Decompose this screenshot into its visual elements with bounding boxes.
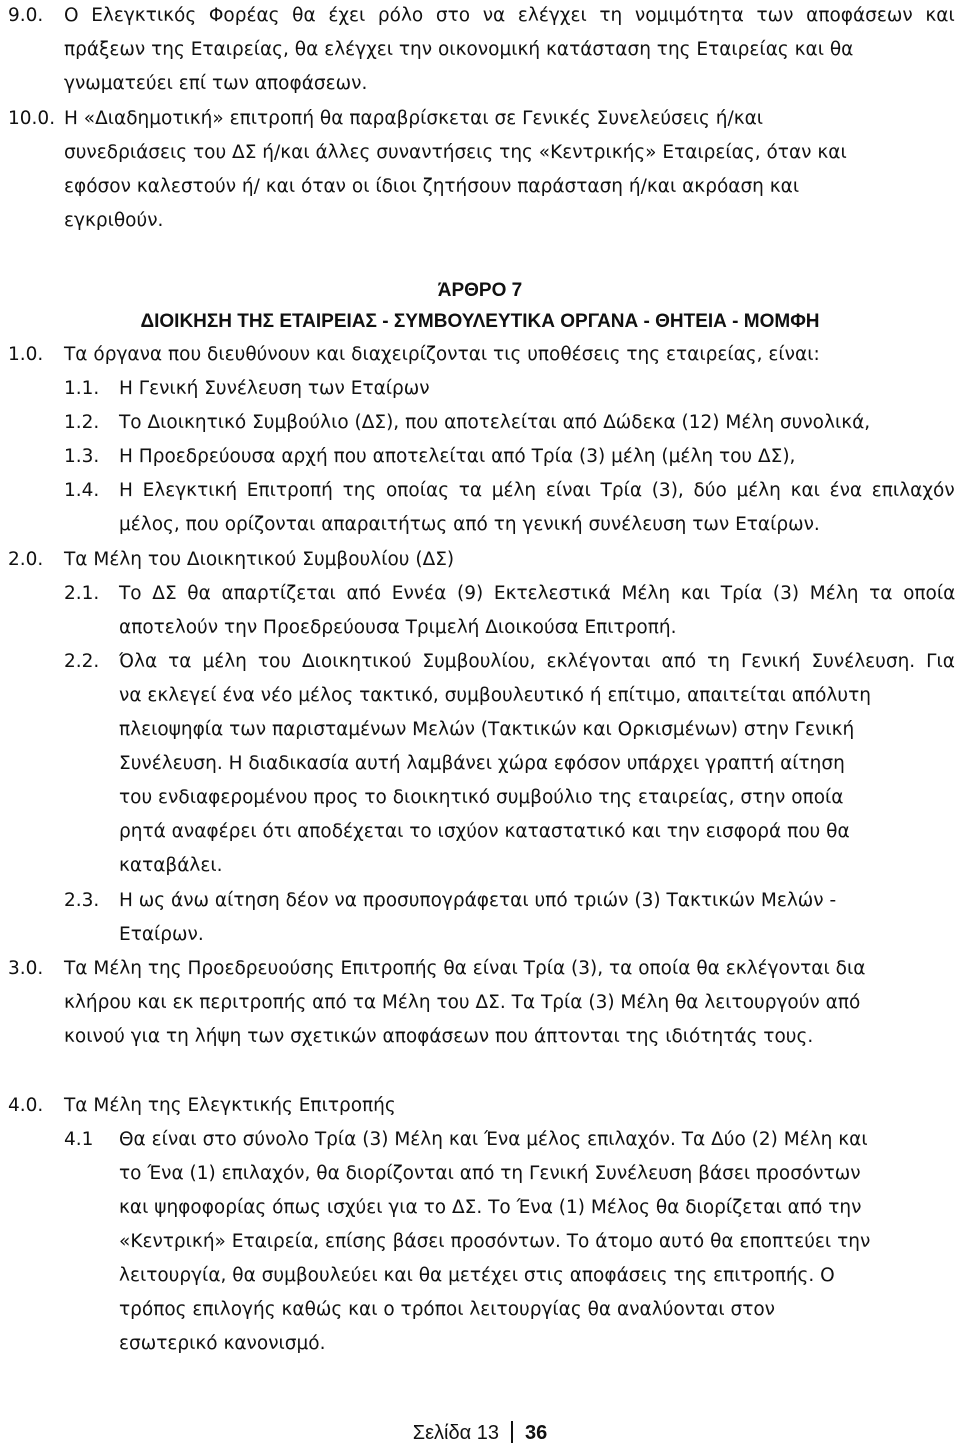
subclause-number: 1.4. — [64, 480, 100, 501]
paragraph-line: Τα Μέλη της Προεδρευούσης Επιτροπής θα είναι Τρία (3), τα οποία θα εκλέγονται δια — [64, 958, 866, 979]
paragraph-line: Τα Μέλη της Ελεγκτικής Επιτροπής — [64, 1095, 396, 1116]
paragraph-line: Όλα τα μέλη του Διοικητικού Συμβουλίου, εκλέγονται από τη Γενική Συνέλευση. Για — [119, 651, 955, 672]
paragraph-line: εγκριθούν. — [64, 210, 164, 231]
footer-divider — [511, 1421, 513, 1443]
paragraph-line: «Κεντρική» Εταιρεία, επίσης βάσει προσόντων. Το άτομο αυτό θα εποπτεύει την — [119, 1231, 871, 1252]
subclause-number: 1.3. — [64, 446, 100, 467]
subclause-number: 1.2. — [64, 412, 100, 433]
paragraph-line: Η ως άνω αίτηση δέον να προσυπογράφεται υπό τριών (3) Τακτικών Μελών - — [119, 890, 837, 911]
paragraph-line: ρητά αναφέρει ότι αποδέχεται το ισχύον καταστατικό και την εισφορά που θα — [119, 821, 850, 842]
clause-number: 2.0. — [8, 549, 44, 570]
total-pages: 36 — [524, 1422, 548, 1444]
paragraph-line: του ενδιαφερομένου προς το διοικητικό συμβούλιο της εταιρείας, στην οποία — [119, 787, 844, 808]
paragraph-line: Η Γενική Συνέλευση των Εταίρων — [119, 378, 430, 399]
paragraph-line: πλειοψηφία των παρισταμένων Μελών (Τακτικών και Ορκισμένων) στην Γενική — [119, 719, 855, 740]
clause-number: 1.0. — [8, 344, 44, 365]
paragraph-line: εφόσον καλεστούν ή/ και όταν οι ίδιοι ζητήσουν παράσταση ή/και ακρόαση και — [64, 176, 800, 197]
article-subtitle: ΔΙΟΙΚΗΣΗ ΤΗΣ ΕΤΑΙΡΕΙΑΣ - ΣΥΜΒΟΥΛΕΥΤΙΚΑ ΟΡΓΑΝΑ - ΘΗΤΕΙΑ - ΜΟΜΦΗ — [140, 311, 820, 332]
paragraph-line: Η Ελεγκτική Επιτροπή της οποίας τα μέλη είναι Τρία (3), δύο μέλη και ένα επιλαχόν — [119, 480, 955, 501]
subclause-number: 2.2. — [64, 651, 100, 672]
clause-number: 10.0. — [8, 108, 56, 129]
page-footer — [0, 1420, 960, 1446]
paragraph-line: να εκλεγεί ένα νέο μέλος τακτικό, συμβουλευτικό ή επίτιμο, απαιτείται απόλυτη — [119, 685, 871, 706]
paragraph-line: γνωματεύει επί των αποφάσεων. — [64, 73, 368, 94]
paragraph-line: τρόπος επιλογής καθώς και ο τρόποι λειτουργίας θα αναλύονται στον — [119, 1299, 776, 1320]
paragraph-line: Τα όργανα που διευθύνουν και διαχειρίζονται τις υποθέσεις της εταιρείας, είναι: — [64, 344, 820, 365]
subclause-number: 2.1. — [64, 583, 100, 604]
page-label: Σελίδα 13 — [412, 1422, 499, 1444]
paragraph-line: Θα είναι στο σύνολο Τρία (3) Μέλη και Ένα μέλος επιλαχόν. Τα Δύο (2) Μέλη και — [119, 1129, 868, 1150]
paragraph-line: το Ένα (1) επιλαχόν, θα διορίζονται από τη Γενική Συνέλευση βάσει προσόντων — [119, 1163, 861, 1184]
paragraph-line: καταβάλει. — [119, 855, 223, 876]
article-title: ΆΡΘΡΟ 7 — [437, 280, 523, 301]
clause-number: 9.0. — [8, 5, 44, 26]
paragraph-line: Το Διοικητικό Συμβούλιο (ΔΣ), που αποτελείται από Δώδεκα (12) Μέλη συνολικά, — [119, 412, 871, 433]
paragraph-line: Η Προεδρεύουσα αρχή που αποτελείται από Τρία (3) μέλη (μέλη του ΔΣ), — [119, 446, 796, 467]
paragraph-line: Τα Μέλη του Διοικητικού Συμβουλίου (ΔΣ) — [64, 549, 455, 570]
paragraph-line: λειτουργία, θα συμβουλεύει και θα μετέχει στις αποφάσεις της επιτροπής. Ο — [119, 1265, 835, 1286]
paragraph-line: κοινού για τη λήψη των σχετικών αποφάσεων που άπτονται της ιδιότητάς τους. — [64, 1026, 814, 1047]
subclause-number: 1.1. — [64, 378, 100, 399]
paragraph-line: Το ΔΣ θα απαρτίζεται από Εννέα (9) Εκτελεστικά Μέλη και Τρία (3) Μέλη τα οποία — [119, 583, 956, 604]
clause-number: 4.0. — [8, 1095, 44, 1116]
paragraph-line: Εταίρων. — [119, 924, 204, 945]
paragraph-line: μέλος, που ορίζονται απαραιτήτως από τη γενική συνέλευση των Εταίρων. — [119, 514, 820, 535]
paragraph-line: Ο Ελεγκτικός Φορέας θα έχει ρόλο στο να ελέγχει τη νομιμότητα των αποφάσεων και — [64, 5, 955, 26]
paragraph-line: Η «Διαδημοτική» επιτροπή θα παραβρίσκεται σε Γενικές Συνελεύσεις ή/και — [64, 108, 764, 129]
paragraph-line: και ψηφοφορίας όπως ισχύει για το ΔΣ. Το Ένα (1) Μέλος θα διορίζεται από την — [119, 1197, 862, 1218]
paragraph-line: κλήρου και εκ περιτροπής από τα Μέλη του ΔΣ. Τα Τρία (3) Μέλη θα λειτουργούν από — [64, 992, 861, 1013]
paragraph-line: αποτελούν την Προεδρεύουσα Τριμελή Διοικούσα Επιτροπή. — [119, 617, 677, 638]
subclause-number: 4.1 — [64, 1129, 94, 1150]
paragraph-line: εσωτερικό κανονισμό. — [119, 1333, 326, 1354]
paragraph-line: Συνέλευση. Η διαδικασία αυτή λαμβάνει χώρα εφόσον υπάρχει γραπτή αίτηση — [119, 753, 845, 774]
clause-number: 3.0. — [8, 958, 44, 979]
paragraph-line: συνεδριάσεις του ΔΣ ή/και άλλες συναντήσεις της «Κεντρικής» Εταιρείας, όταν και — [64, 142, 847, 163]
subclause-number: 2.3. — [64, 890, 100, 911]
paragraph-line: πράξεων της Εταιρείας, θα ελέγχει την οικονομική κατάσταση της Εταιρείας και θα — [64, 39, 854, 60]
